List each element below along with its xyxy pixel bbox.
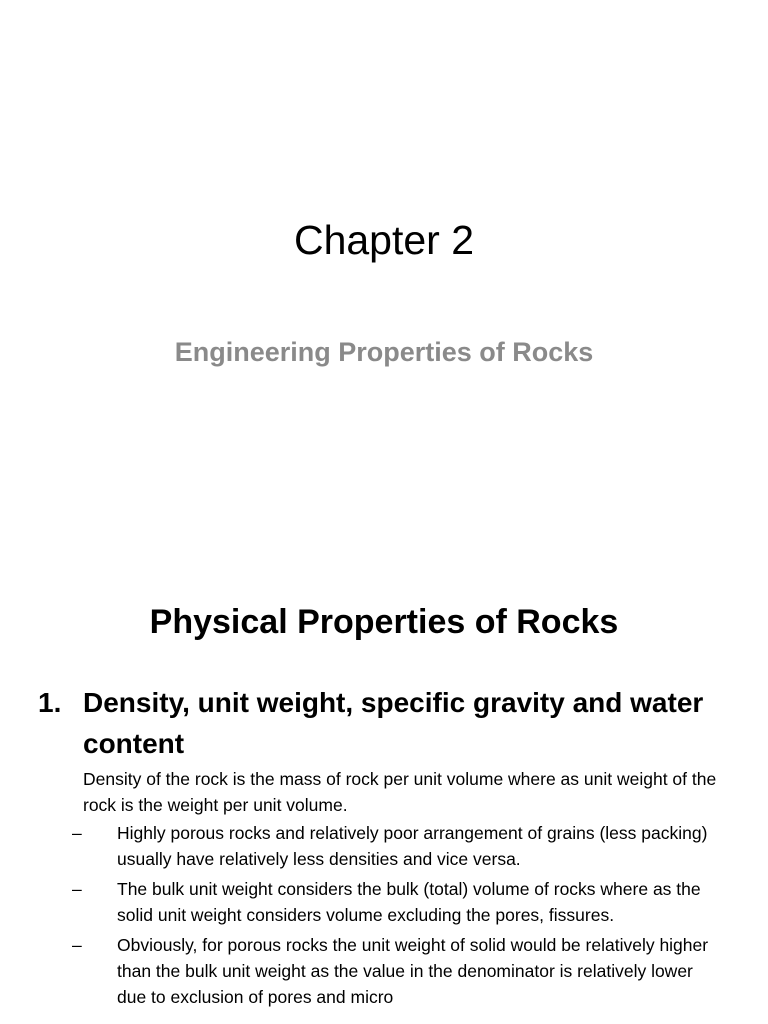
bullet-dash: – [72, 823, 82, 843]
bullet-dash: – [72, 935, 82, 955]
chapter-title: Chapter 2 [293, 217, 475, 263]
chapter-subtitle: Engineering Properties of Rocks [174, 337, 594, 367]
bullet-text: Obviously, for porous rocks the unit weight of solid would be relatively higher than the bulk unit weight as the value in the denominator is relatively lower due to exclusion of pores and micro [117, 935, 709, 1007]
item-number: 1. [38, 687, 62, 718]
bullet-item [72, 876, 722, 928]
numbered-item [38, 682, 728, 764]
bullet-text: Highly porous rocks and relatively poor arrangement of grains (less packing) usually have relatively less densities and vice versa. [117, 823, 708, 869]
bullet-dash: – [72, 879, 82, 899]
bullet-text: The bulk unit weight considers the bulk (total) volume of rocks where as the solid unit weight considers volume excluding the pores, fissures. [117, 879, 701, 925]
bullet-item [72, 932, 722, 1010]
intro-paragraph: Density of the rock is the mass of rock per unit volume where as unit weight of the rock is the weight per unit volume. [83, 769, 717, 815]
section-heading: Physical Properties of Rocks [149, 603, 619, 641]
content-slide [0, 576, 768, 1024]
item-title: Density, unit weight, specific gravity and water content [83, 687, 704, 759]
bullet-item [72, 820, 722, 872]
bullet-list [72, 820, 722, 1014]
